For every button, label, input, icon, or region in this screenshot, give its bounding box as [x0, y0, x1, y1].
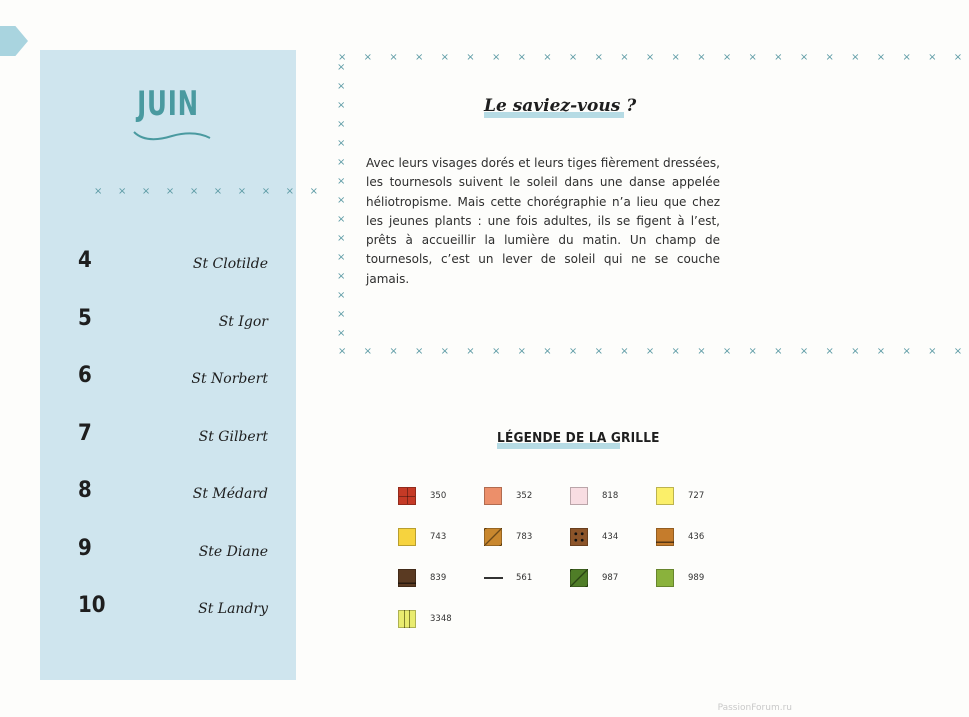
saint-name: Ste Diane	[198, 543, 268, 560]
legend-item	[482, 487, 572, 507]
day-row	[40, 306, 296, 364]
corner-tab-decoration	[0, 26, 28, 56]
legend-title: LÉGENDE DE LA GRILLE	[497, 430, 660, 446]
color-swatch	[656, 569, 674, 587]
thread-code: 561	[516, 573, 533, 583]
thread-code: 989	[688, 573, 705, 583]
legend-item	[482, 569, 572, 589]
day-number: 4	[78, 248, 92, 273]
legend-item	[568, 528, 658, 548]
saint-name: St Norbert	[191, 371, 268, 387]
day-number: 10	[78, 593, 106, 618]
color-swatch	[570, 569, 588, 587]
legend-item	[396, 569, 486, 589]
cross-stitch-frame-left: × × × × × × × × × × × × × × ×	[337, 62, 346, 339]
legend-item	[568, 569, 658, 589]
cross-stitch-frame-bottom: × × × × × × × × × × × × × × × × × × × × × × × × ×	[338, 346, 969, 357]
color-swatch	[484, 577, 503, 579]
cross-stitch-frame-top: × × × × × × × × × × × × × × × × × × × × × × × × ×	[338, 52, 969, 63]
thread-code: 839	[430, 573, 447, 583]
saint-name: St Clotilde	[192, 256, 268, 272]
color-swatch	[484, 528, 502, 546]
color-swatch	[484, 487, 502, 505]
thread-code: 352	[516, 491, 533, 501]
info-title: Le saviez-vous ?	[484, 96, 637, 116]
day-number: 7	[78, 420, 92, 446]
legend-item	[568, 487, 658, 507]
watermark: PassionForum.ru	[717, 703, 792, 713]
saint-name: St Landry	[198, 601, 268, 617]
day-row	[40, 421, 296, 479]
cross-stitch-divider: × × × × × × × × × ×	[94, 186, 325, 197]
saint-name: St Médard	[192, 486, 268, 502]
day-number: 5	[78, 305, 92, 331]
thread-code: 783	[516, 532, 533, 542]
legend-item	[482, 528, 572, 548]
color-swatch	[398, 569, 416, 587]
day-number: 8	[78, 478, 92, 503]
thread-code: 987	[602, 573, 619, 583]
legend-item	[654, 528, 744, 548]
legend-item	[654, 487, 744, 507]
saint-name: St Igor	[218, 313, 268, 330]
day-row	[40, 593, 296, 651]
legend-item	[396, 487, 486, 507]
month-title: JUIN	[137, 84, 199, 124]
thread-code: 818	[602, 491, 619, 501]
calendar-sidebar	[40, 50, 325, 680]
legend-grid	[396, 487, 776, 627]
color-swatch	[656, 528, 674, 546]
thread-code: 743	[430, 532, 447, 542]
day-row	[40, 478, 296, 536]
color-swatch	[398, 487, 416, 505]
day-row	[40, 536, 296, 594]
day-list	[40, 248, 296, 651]
month-swash-ornament	[132, 128, 212, 142]
day-row	[40, 363, 296, 421]
day-number: 6	[78, 363, 92, 388]
color-swatch	[398, 610, 416, 628]
color-swatch	[570, 528, 588, 546]
legend-item	[654, 569, 744, 589]
thread-code: 727	[688, 491, 705, 501]
thread-code: 350	[430, 491, 447, 501]
thread-code: 434	[602, 532, 619, 542]
thread-code: 436	[688, 532, 705, 542]
color-swatch	[398, 528, 416, 546]
color-swatch	[656, 487, 674, 505]
color-swatch	[570, 487, 588, 505]
legend-item	[396, 610, 486, 630]
day-number: 9	[78, 535, 92, 561]
thread-code: 3348	[430, 614, 452, 624]
legend-item	[396, 528, 486, 548]
info-text: Avec leurs visages dorés et leurs tiges fièrement dressées, les tournesols suivent le soleil dans une danse appelée héliotropisme. Mais cette chorégraphie n’a lieu que chez les jeunes plants : une fois adultes, ils se figent à l’est, prêts à accueillir la lumière du matin. Un champ de tournesols, c’est un lever de soleil qui ne se couche jamais.	[366, 156, 720, 286]
saint-name: St Gilbert	[198, 428, 268, 445]
day-row	[40, 248, 296, 306]
